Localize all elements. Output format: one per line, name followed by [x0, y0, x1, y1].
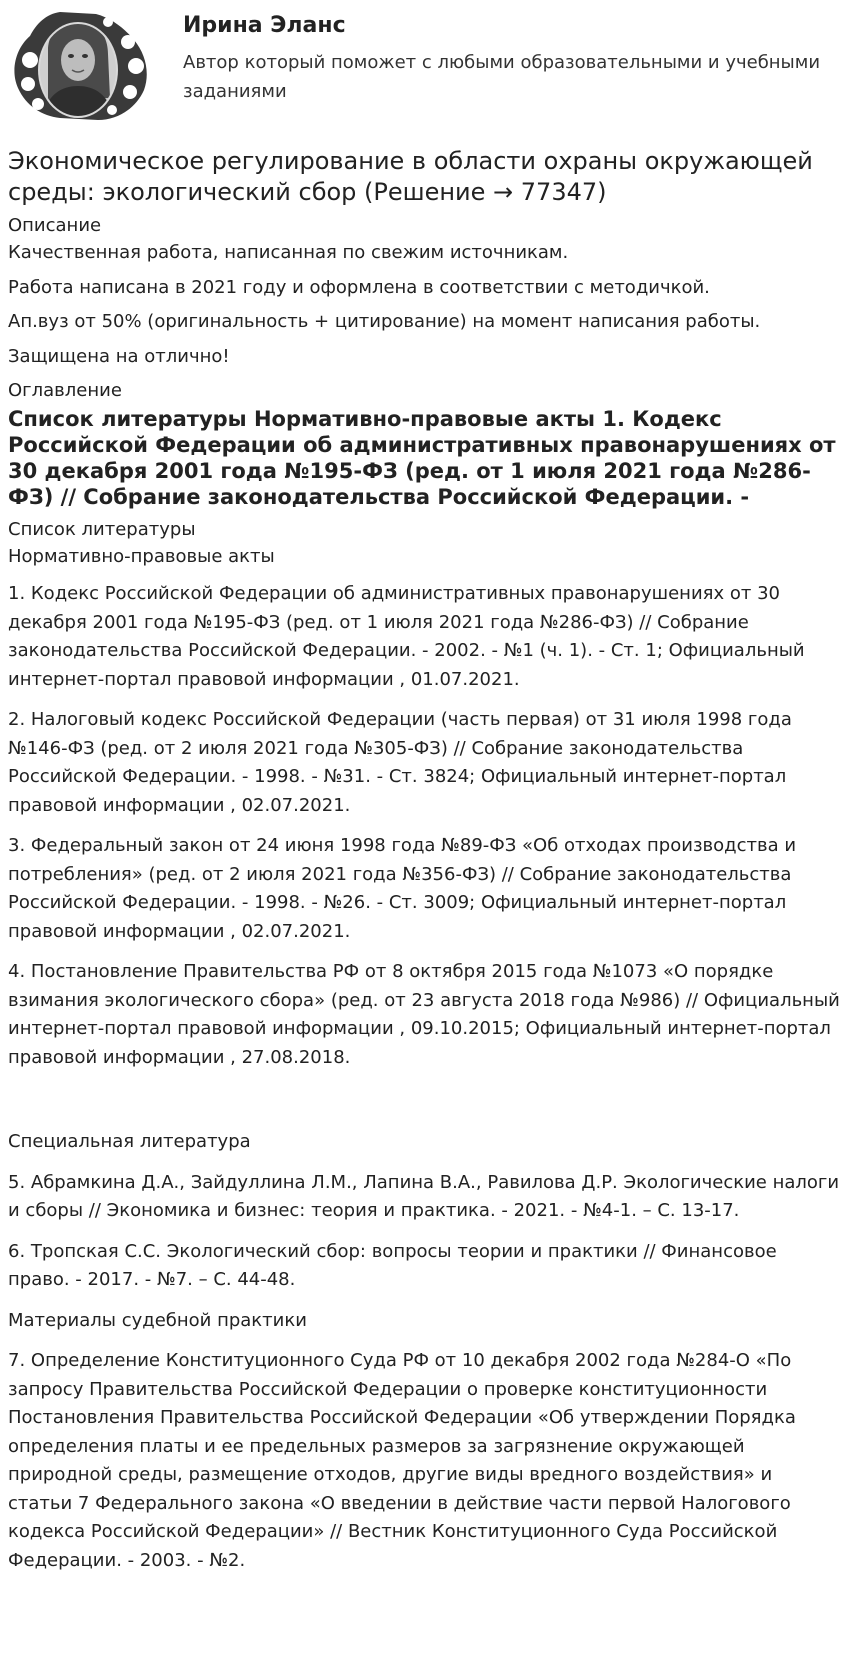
toc-heading: Список литературы Нормативно-правовые акты 1. Кодекс Российской Федерации об административных правонарушениях от 30 декабря 2001 года №195-ФЗ (ред. от 1 июля 2021 года №286-ФЗ) // Собрание законодательства Российской Федерации. -	[8, 407, 836, 509]
description-line: Защищена на отлично!	[8, 345, 230, 367]
list-item: 2. Налоговый кодекс Российской Федерации (часть первая) от 31 июля 1998 года №146-ФЗ (ред. от 2 июля 2021 года №305-ФЗ) // Собрание законодательства Российской Федерации. - 1998. - №31. - Ст. 3824; Официальный интернет-портал правовой информации , 02.07.2021.	[8, 709, 792, 816]
normative-title: Нормативно-правовые акты	[8, 546, 275, 567]
list-item: 7. Определение Конституционного Суда РФ от 10 декабря 2002 года №284-О «По запросу Правительства Российской Федерации о проверке конституционности Постановления Правительства Российской Федерации «Об утверждении Порядка определения платы и ее предельных размеров за загрязнение окружающей природной среды, размещение отходов, другие виды вредного воздействия» и статьи 7 Федерального закона «О введении в действие части первой Налогового кодекса Российской Федерации» // Вестник Конституционного Суда Российской Федерации. - 2003. - №2.	[8, 1350, 796, 1571]
author-name: Ирина Эланс	[183, 13, 346, 38]
document-title: Экономическое регулирование в области охраны окружающей среды: экологический сбор (Решение → 77347)	[8, 147, 813, 206]
court-title: Материалы судебной практики	[8, 1309, 307, 1331]
list-item: 5. Абрамкина Д.А., Зайдуллина Л.М., Лапина В.А., Равилова Д.Р. Экологические налоги и сборы // Экономика и бизнес: теория и практика. - 2021. - №4-1. – С. 13-17.	[8, 1171, 840, 1221]
list-item: 4. Постановление Правительства РФ от 8 октября 2015 года №1073 «О порядке взимания экологического сбора» (ред. от 23 августа 2018 года №986) // Официальный интернет-портал правовой информации , 09.10.2015; Официальный интернет-портал правовой информации , 27.08.2018.	[8, 961, 840, 1068]
description-label: Описание	[8, 215, 102, 236]
author-description: Автор который поможет с любыми образовательными и учебными заданиями	[183, 52, 821, 102]
author-avatar	[8, 8, 150, 122]
author-card	[0, 0, 847, 130]
description-line: Ап.вуз от 50% (оригинальность + цитирование) на момент написания работы.	[8, 311, 761, 332]
spacer	[8, 1084, 842, 1128]
list-item: 3. Федеральный закон от 24 июня 1998 года №89-ФЗ «Об отходах производства и потребления» (ред. от 2 июля 2021 года №356-ФЗ) // Собрание законодательства Российской Федерации. - 1998. - №26. - Ст. 3009; Официальный интернет-портал правовой информации , 02.07.2021.	[8, 835, 797, 942]
description-line: Качественная работа, написанная по свежим источникам.	[8, 242, 569, 263]
list-item: 6. Тропская С.С. Экологический сбор: вопросы теории и практики // Финансовое право. - 2017. - №7. – С. 44-48.	[8, 1240, 777, 1290]
list-item: 1. Кодекс Российской Федерации об административных правонарушениях от 30 декабря 2001 года №195-ФЗ (ред. от 1 июля 2021 года №286-ФЗ) // Собрание законодательства Российской Федерации. - 2002. - №1 (ч. 1). - Ст. 1; Официальный интернет-портал правовой информации , 01.07.2021.	[8, 583, 805, 690]
description-line: Работа написана в 2021 году и оформлена в соответствии с методичкой.	[8, 276, 710, 298]
document-content	[8, 146, 842, 1587]
special-title: Специальная литература	[8, 1131, 251, 1152]
bibliography-title: Список литературы	[8, 519, 196, 540]
toc-label: Оглавление	[8, 380, 122, 401]
